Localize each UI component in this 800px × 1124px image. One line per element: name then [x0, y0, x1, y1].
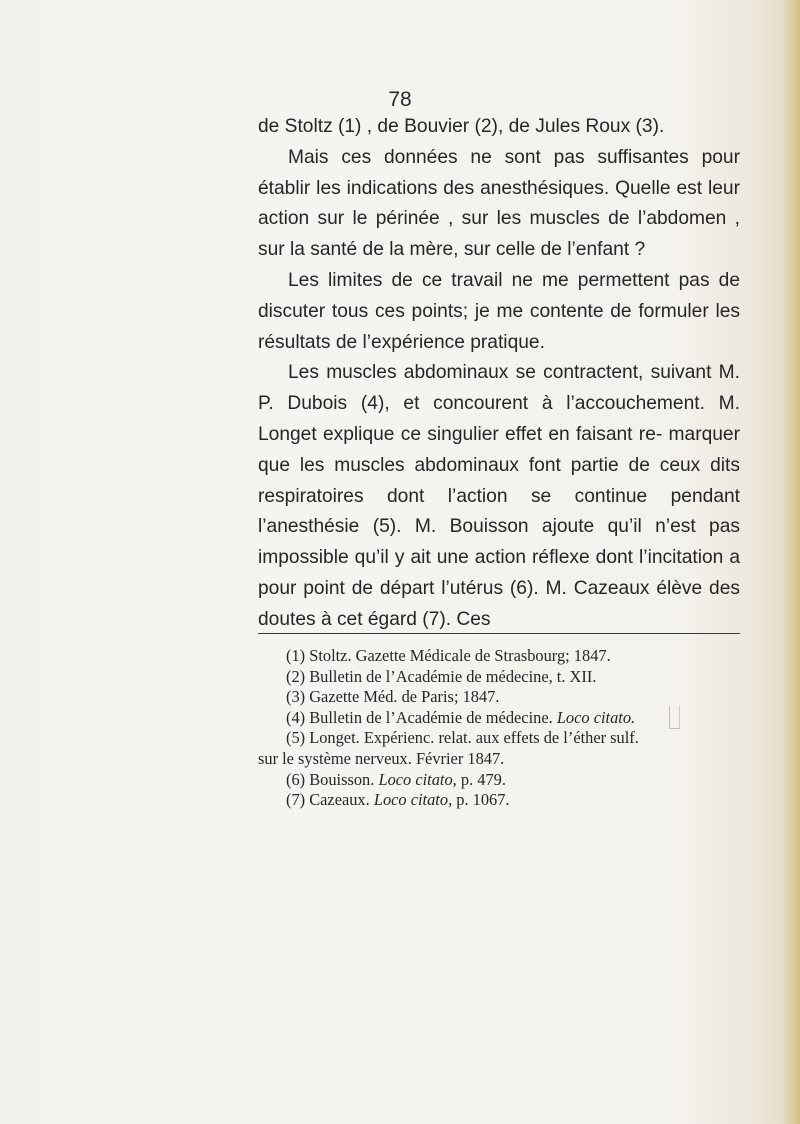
footnote-5-continuation — [258, 749, 740, 770]
footnote-4-text: (4) Bulletin de l’Académie de médecine. — [286, 707, 553, 727]
footnote-7-end: , p. 1067. — [448, 790, 510, 810]
paragraph-1: de Stoltz (1) , de Bouvier (2), de Jules Roux (3). — [258, 116, 665, 137]
footnote-7-italic: Loco citato — [373, 790, 449, 810]
page-edge-stain — [782, 0, 800, 1124]
footnote-6 — [258, 770, 740, 791]
footnote-separator — [258, 633, 740, 634]
paragraph-3: Les limites de ce travail ne me permettent pas de discuter tous ces points; je me contente de formuler les résultats de l’expérience pratique. — [258, 269, 740, 353]
page-number: 78 — [388, 88, 412, 111]
footnote-7 — [258, 790, 740, 811]
footnote-5-line2: sur le système nerveux. Février 1847. — [258, 748, 505, 768]
footnote-4-italic: Loco citato. — [556, 707, 636, 727]
ink-mark — [669, 706, 680, 729]
footnote-3: (3) Gazette Méd. de Paris; 1847. — [286, 687, 500, 707]
paragraph-2: Mais ces données ne sont pas suffisantes pour établir les indications des anesthésiques. Quelle est leur action sur le périnée , sur les muscles de l’abdomen , sur la santé de la mère, sur celle de l’enfant ? — [258, 146, 740, 261]
footnote-7-text: (7) Cazeaux. — [286, 790, 370, 810]
footnote-4 — [258, 708, 740, 729]
body-text — [258, 112, 740, 636]
footnote-5-line1: (5) Longet. Expérienc. relat. aux effets de l’éther sulf. — [286, 728, 639, 748]
footnote-6-text: (6) Bouisson. — [286, 769, 375, 789]
paragraph-4: Les muscles abdominaux se contractent, suivant M. P. Dubois (4), et concourent à l’accouchement. M. Longet explique ce singulier effet en faisant re- marquer que les muscles abdominaux font partie de ceux dits respiratoires dont l’action se continue pendant l’anesthésie (5). M. Bouisson ajoute qu’il n’est pas impossible qu’il y ait une action réflexe dont l’incitation a pour point de départ l’utérus (6). M. Cazeaux élève des doutes à cet égard (7). Ces — [258, 362, 740, 630]
footnotes — [258, 646, 740, 811]
footnote-6-end: , p. 479. — [452, 769, 506, 789]
footnote-5 — [258, 728, 740, 749]
footnote-2: (2) Bulletin de l’Académie de médecine, t. XII. — [286, 666, 597, 686]
footnote-6-italic: Loco citato — [378, 769, 453, 789]
footnote-1: (1) Stoltz. Gazette Médicale de Strasbourg; 1847. — [286, 646, 611, 665]
